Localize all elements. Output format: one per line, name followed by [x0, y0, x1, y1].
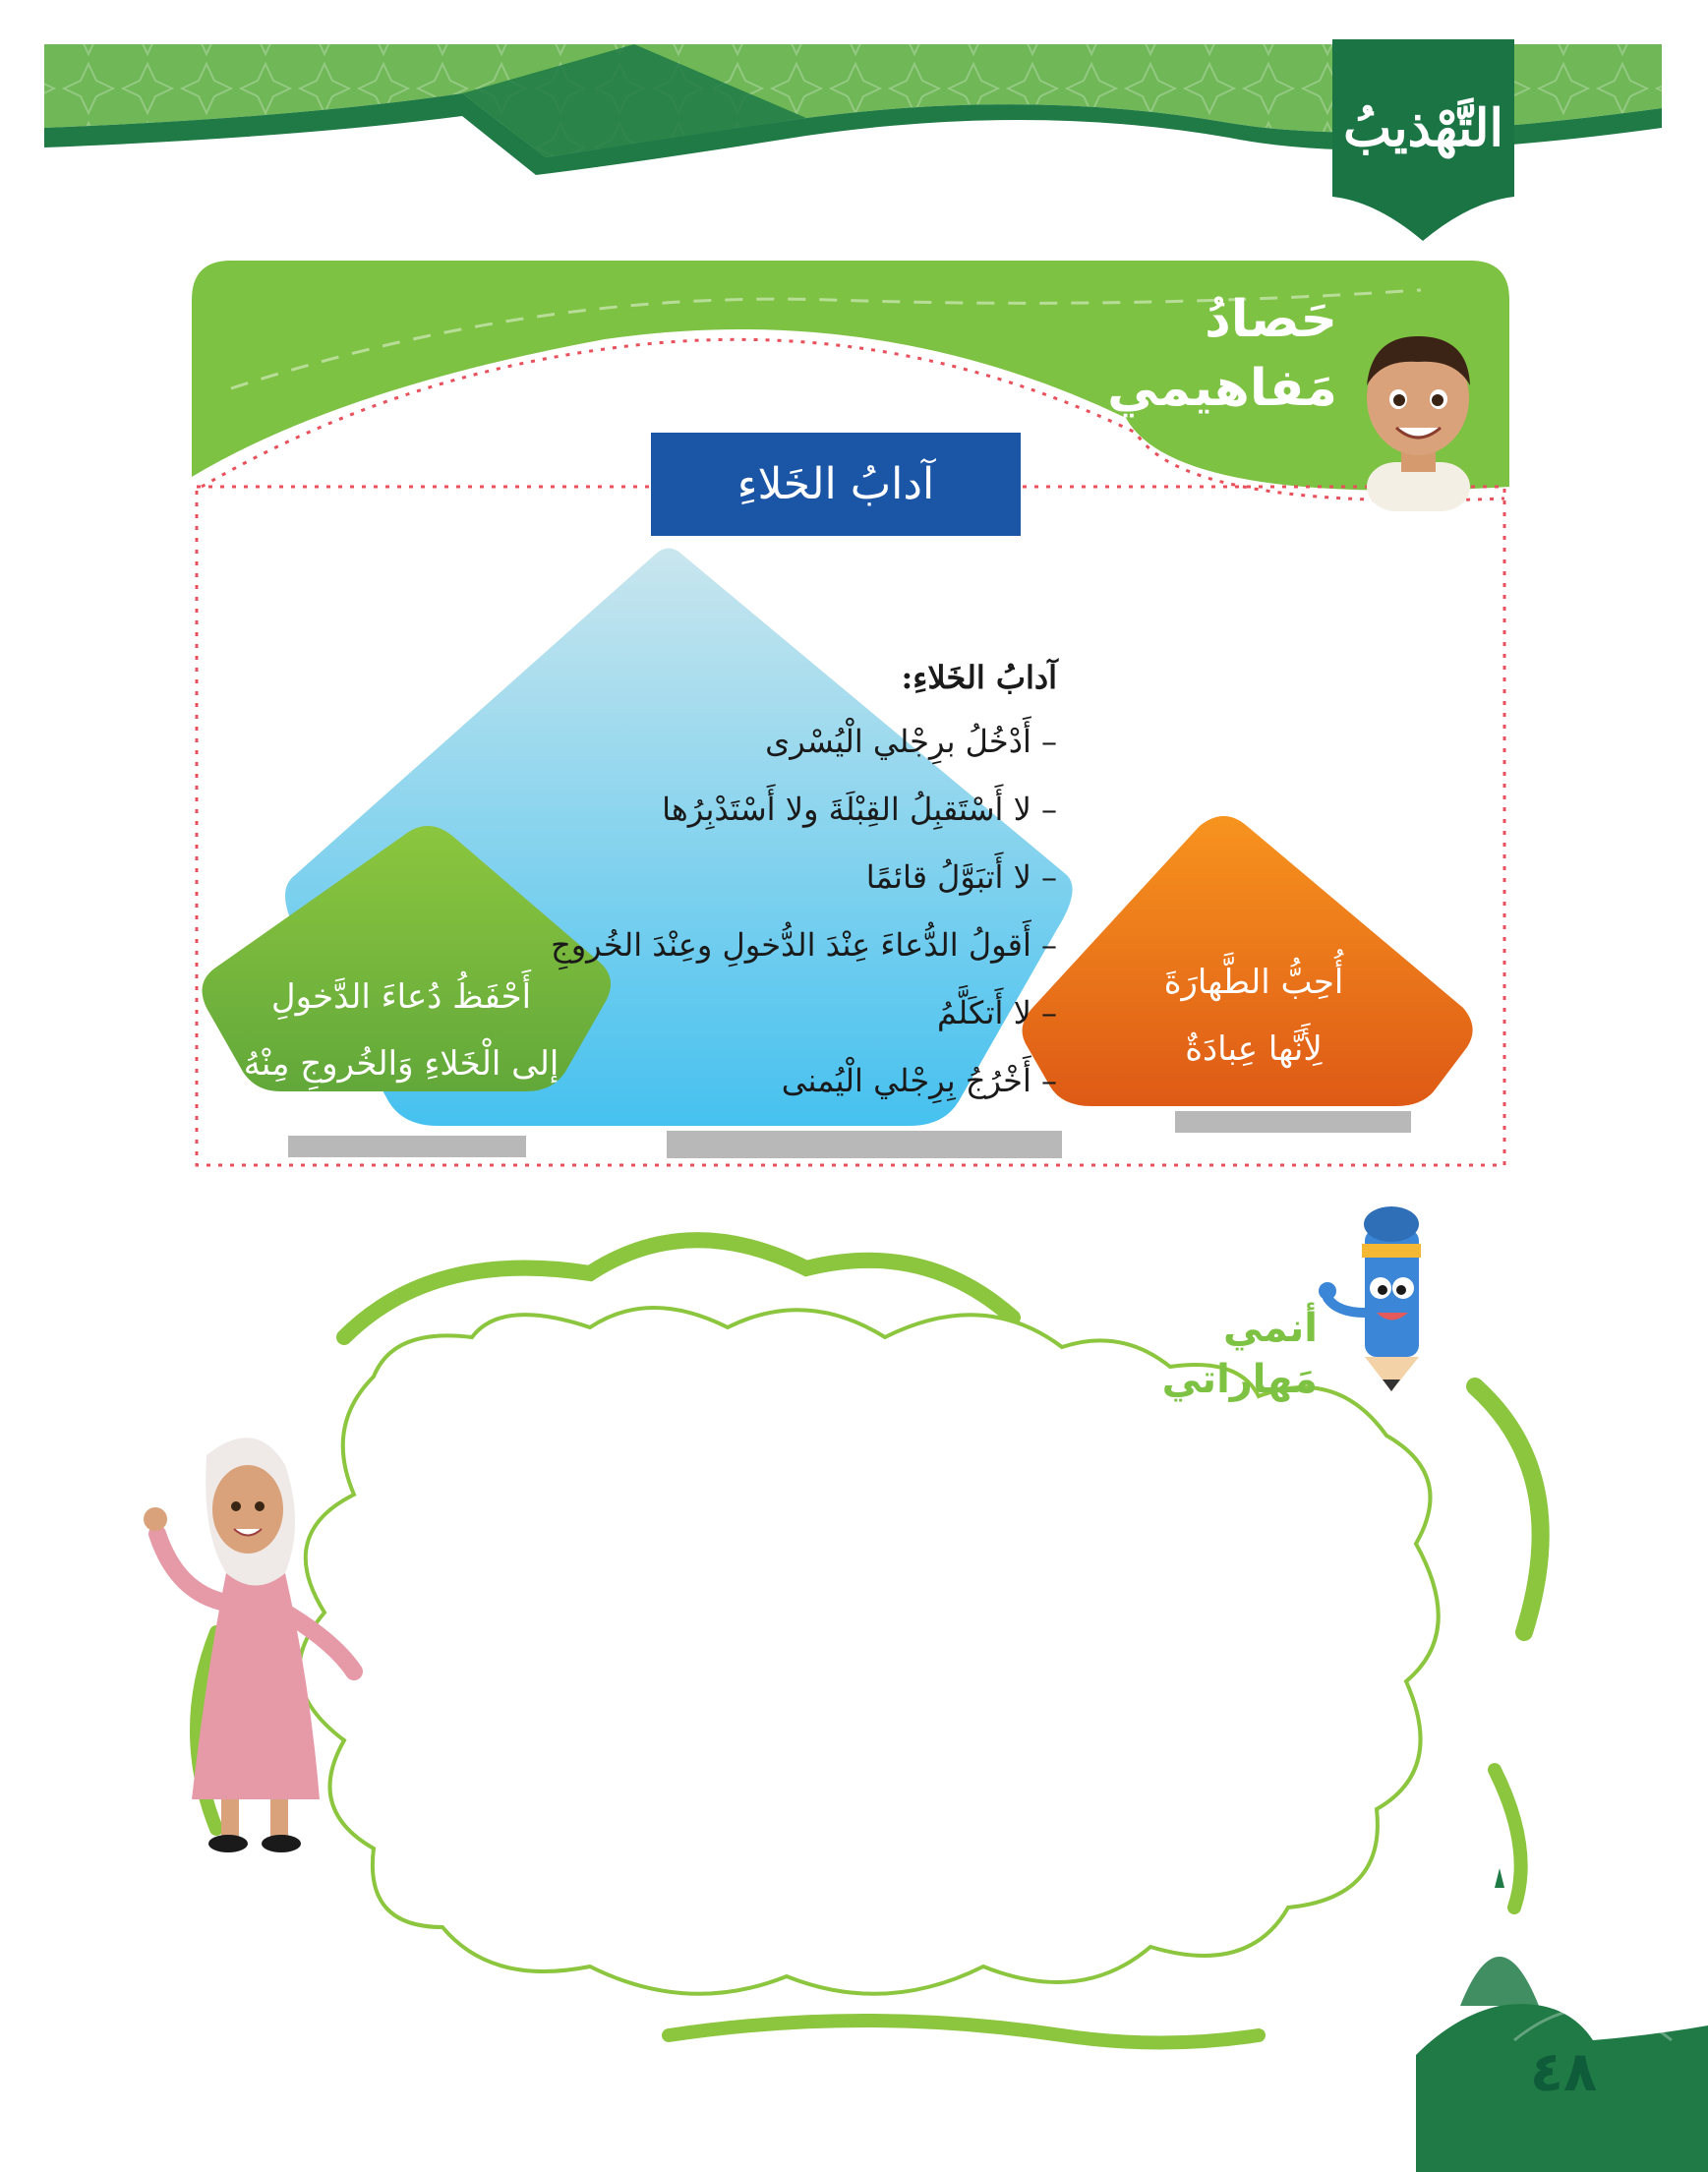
left-line1: أَحْفَظُ دُعاءَ الدَّخولِ	[270, 977, 532, 1017]
skills-title-line1: أنمي	[1222, 1306, 1318, 1351]
center-heading: آدابُ الخَلاءِ:	[901, 659, 1057, 696]
list-item: – أَقولُ الدُّعاءَ عِنْدَ الدُّخولِ وعِنْدَ الخُروجِ	[551, 926, 1057, 964]
main-title: آدابُ الخَلاءِ	[651, 433, 1021, 536]
list-item: – لا أَتكَلَّمُ	[937, 994, 1057, 1031]
center-list	[546, 659, 1057, 1129]
center-base	[667, 1131, 1062, 1158]
list-item: – أَخْرُجُ بِرِجْلي الْيُمنى	[781, 1062, 1057, 1099]
left-line2: إلى الْخَلاءِ وَالخُروجِ مِنْهُ	[243, 1044, 560, 1084]
pencil-mascot-icon	[1318, 1204, 1455, 1391]
harvest-title	[1107, 285, 1337, 423]
left-base	[288, 1136, 526, 1157]
page-number: ٤٨	[1529, 2040, 1598, 2104]
harvest-title-line2: مَفاهيمي	[1107, 359, 1337, 418]
list-item: – أَدْخُلُ برِجْلي الْيُسْرى	[765, 723, 1057, 760]
right-line2: لِأَنَّها عِبادَةٌ	[1185, 1029, 1323, 1069]
girl-figure-icon	[138, 1426, 393, 1858]
left-concept-text	[234, 964, 568, 1097]
skills-title-line2: مَهاراتي	[1161, 1357, 1318, 1402]
right-base	[1175, 1111, 1411, 1133]
boy-avatar-icon	[1352, 324, 1485, 511]
harvest-title-line1: حَصادُ	[1205, 290, 1337, 349]
list-item: – لا أَسْتَقبِلُ القِبْلَةَ ولا أَسْتَدْبِرُها	[662, 791, 1057, 828]
list-item: – لا أَتبَوَّلُ قائمًا	[865, 858, 1057, 896]
right-concept-text	[1111, 949, 1396, 1083]
subject-title: التَّهْذيبُ	[1343, 98, 1503, 158]
right-line1: أُحِبُّ الطَّهارَةَ	[1163, 963, 1344, 1002]
footer-dome	[1416, 1868, 1708, 2172]
skills-title	[1141, 1303, 1318, 1405]
